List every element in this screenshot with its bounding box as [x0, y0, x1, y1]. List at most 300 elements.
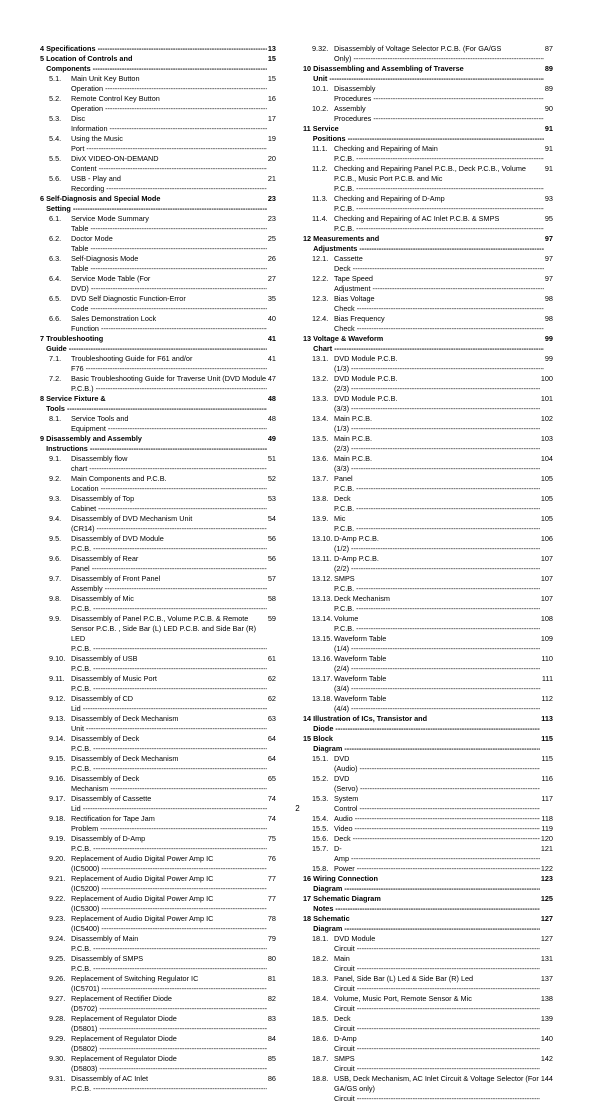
toc-entry-page: 74: [267, 794, 276, 803]
toc-subsection[interactable]: [303, 254, 553, 274]
toc-section[interactable]: [40, 394, 276, 414]
toc-entry-body: [334, 394, 540, 414]
toc-entry-number: 12.4.: [312, 314, 329, 323]
toc-entry-page: 62: [267, 674, 276, 683]
toc-subsection[interactable]: [40, 854, 276, 874]
toc-entry-title: Service Mode Table (For DVD) -----: [71, 274, 267, 294]
toc-entry-title: DVD Module P.C.B. (3/3) -----: [334, 394, 540, 414]
toc-entry-body: [71, 554, 267, 574]
toc-entry-number: 18: [303, 914, 312, 923]
toc-entry-title: Disassembly of Deck P.C.B. -----: [71, 734, 267, 754]
toc-entry-number: 10.1.: [312, 84, 329, 93]
toc-subsection[interactable]: [303, 954, 553, 974]
toc-subsection[interactable]: [303, 434, 553, 454]
toc-entry-body: [313, 64, 544, 84]
toc-entry-body: [71, 214, 267, 234]
toc-entry-number: 13.12.: [312, 574, 333, 583]
toc-entry-number: 6: [40, 194, 45, 203]
toc-entry-number: 11: [303, 124, 311, 133]
toc-entry-page: 23: [267, 194, 276, 203]
toc-entry-title: D-Amp P.C.B. (2/2) -----: [334, 554, 540, 574]
toc-entry-title: Doctor Mode Table -----: [71, 234, 267, 254]
toc-subsection[interactable]: [40, 94, 276, 114]
toc-entry-body: [334, 824, 540, 834]
toc-subsection[interactable]: [40, 594, 276, 614]
toc-entry-title: Disassembly of Cassette Lid -----: [71, 794, 267, 814]
toc-entry-body: [334, 654, 540, 674]
toc-entry-number: 9.5.: [49, 534, 62, 543]
toc-entry-number: 9.3.: [49, 494, 62, 503]
toc-entry-page: 95: [544, 214, 553, 223]
toc-entry-page: 105: [540, 474, 553, 483]
toc-entry-page: 99: [544, 334, 553, 343]
toc-entry-title: Disassembly of Deck Mechanism -----: [71, 774, 267, 794]
toc-subsection[interactable]: [303, 1074, 553, 1104]
toc-entry-body: [334, 194, 544, 214]
toc-subsection[interactable]: [303, 974, 553, 994]
toc-entry-number: 11.2.: [312, 164, 328, 173]
toc-entry-page: 120: [540, 834, 553, 843]
toc-section[interactable]: [303, 124, 553, 144]
toc-subsection[interactable]: [40, 154, 276, 174]
toc-entry-number: 9.18.: [49, 814, 66, 823]
toc-entry-page: 106: [540, 534, 553, 543]
toc-entry-number: 13.13.: [312, 594, 333, 603]
toc-entry-title: Assembly Procedures -----: [334, 104, 544, 124]
toc-entry-page: 74: [267, 814, 276, 823]
toc-entry-title: Self-Diagnosis and Special Mode Setting -----: [46, 194, 267, 214]
toc-entry-number: 13: [303, 334, 312, 343]
toc-entry-body: [71, 834, 267, 854]
toc-entry-page: 64: [267, 754, 276, 763]
toc-entry-page: 123: [540, 874, 553, 883]
toc-entry-page: 118: [541, 814, 553, 823]
toc-entry-number: 18.6.: [312, 1034, 329, 1043]
toc-entry-page: 107: [540, 554, 553, 563]
toc-subsection[interactable]: [40, 254, 276, 274]
toc-entry-body: [71, 454, 267, 474]
toc-entry-title: Disassembly of DVD Mechanism Unit (CR14) -----: [71, 514, 267, 534]
toc-subsection[interactable]: [303, 274, 553, 294]
toc-entry-number: 12.2.: [312, 274, 329, 283]
toc-entry-page: 97: [544, 234, 553, 243]
toc-subsection[interactable]: [303, 754, 553, 774]
toc-subsection[interactable]: [40, 554, 276, 574]
toc-entry-body: [334, 474, 540, 494]
toc-subsection[interactable]: [303, 814, 553, 824]
toc-entry-title: Disassembly of D-Amp P.C.B. -----: [71, 834, 267, 854]
toc-subsection[interactable]: [303, 534, 553, 554]
toc-section[interactable]: [40, 434, 276, 454]
toc-entry-number: 9.25.: [49, 954, 66, 963]
toc-entry-page: 137: [540, 974, 553, 983]
toc-section[interactable]: [303, 714, 553, 734]
toc-entry-title: Waveform Table (1/4) -----: [334, 634, 540, 654]
toc-entry-title: Measurements and Adjustments -----: [313, 234, 544, 254]
toc-column-left: [40, 44, 276, 1094]
toc-subsection[interactable]: [303, 574, 553, 594]
toc-section[interactable]: [303, 64, 553, 84]
toc-entry-body: [71, 314, 267, 334]
toc-section[interactable]: [303, 734, 553, 754]
toc-subsection[interactable]: [40, 1034, 276, 1054]
toc-subsection[interactable]: [40, 674, 276, 694]
toc-entry-body: [71, 174, 267, 194]
toc-subsection[interactable]: [303, 774, 553, 794]
toc-entry-page: 17: [267, 114, 276, 123]
toc-entry-page: 48: [267, 394, 276, 403]
toc-entry-title: Deck Mechanism P.C.B. -----: [334, 594, 540, 614]
toc-entry-number: 15.1.: [312, 754, 329, 763]
toc-entry-page: 47: [267, 374, 276, 383]
toc-entry-body: [334, 454, 540, 474]
toc-entry-body: [334, 834, 540, 844]
toc-subsection[interactable]: [303, 674, 553, 694]
toc-subsection[interactable]: [40, 574, 276, 594]
toc-entry-body: [71, 94, 267, 114]
toc-entry-body: [71, 374, 267, 394]
toc-subsection[interactable]: [303, 104, 553, 124]
toc-entry-number: 6.4.: [49, 274, 62, 283]
toc-entry-page: 97: [544, 254, 553, 263]
toc-subsection[interactable]: [40, 514, 276, 534]
toc-entry-body: [71, 474, 267, 494]
toc-entry-title: Service Mode Summary Table -----: [71, 214, 267, 234]
toc-entry-number: 12: [303, 234, 312, 243]
toc-entry-number: 14: [303, 714, 312, 723]
toc-subsection[interactable]: [40, 494, 276, 514]
toc-entry-page: 58: [267, 594, 276, 603]
toc-entry-page: 54: [267, 514, 276, 523]
toc-subsection[interactable]: [40, 174, 276, 194]
toc-section[interactable]: [303, 874, 553, 894]
toc-entry-number: 5.4.: [49, 134, 62, 143]
toc-subsection[interactable]: [303, 314, 553, 334]
toc-subsection[interactable]: [40, 754, 276, 774]
toc-entry-page: 138: [540, 994, 553, 1003]
toc-entry-body: [71, 514, 267, 534]
toc-entry-number: 8: [40, 394, 45, 403]
toc-entry-body: [46, 194, 267, 214]
toc-entry-title: Main Components and P.C.B. Location -----: [71, 474, 267, 494]
toc-entry-title: Disassembly of DVD Module P.C.B. -----: [71, 534, 267, 554]
toc-subsection[interactable]: [40, 874, 276, 894]
toc-entry-body: [334, 994, 540, 1014]
toc-entry-page: 144: [540, 1074, 553, 1083]
toc-subsection[interactable]: [303, 1034, 553, 1054]
toc-entry-title: Deck Circuit -----: [334, 1014, 540, 1034]
toc-entry-page: 15: [267, 54, 276, 63]
toc-section[interactable]: [40, 334, 276, 354]
toc-subsection[interactable]: [303, 144, 553, 164]
toc-entry-body: [334, 434, 540, 454]
toc-subsection[interactable]: [303, 394, 553, 414]
toc-entry-body: [334, 574, 540, 594]
toc-entry-number: 13.9.: [312, 514, 329, 523]
toc-entry-title: SMPS P.C.B. -----: [334, 574, 540, 594]
toc-subsection[interactable]: [40, 974, 276, 994]
toc-entry-title: Replacement of Audio Digital Power Amp IC (IC5200) -----: [71, 874, 267, 894]
toc-subsection[interactable]: [40, 1074, 276, 1094]
toc-entry-title: Illustration of ICs, Transistor and Diode -----: [313, 714, 540, 734]
toc-entry-title: Disassembly and Assembly Instructions -----: [46, 434, 267, 454]
toc-entry-page: 62: [267, 694, 276, 703]
toc-subsection[interactable]: [303, 214, 553, 234]
toc-subsection[interactable]: [40, 414, 276, 434]
toc-entry-page: 127: [540, 934, 553, 943]
toc-entry-number: 5.5.: [49, 154, 62, 163]
toc-entry-title: Checking and Repairing Panel P.C.B., Deck P.C.B., Volume P.C.B., Music Port P.C.B. and Mic P.C.B. -----: [334, 164, 544, 194]
toc-subsection[interactable]: [40, 614, 276, 654]
toc-subsection[interactable]: [303, 454, 553, 474]
toc-entry-page: 49: [267, 434, 276, 443]
toc-subsection[interactable]: [40, 914, 276, 934]
toc-entry-title: Replacement of Audio Digital Power Amp IC (IC5300) -----: [71, 894, 267, 914]
toc-subsection[interactable]: [40, 274, 276, 294]
toc-entry-body: [71, 414, 267, 434]
toc-entry-page: 15: [267, 74, 276, 83]
toc-entry-title: Schematic Diagram -----: [313, 914, 540, 934]
toc-entry-number: 9.9.: [49, 614, 62, 623]
toc-entry-page: 93: [544, 194, 553, 203]
toc-entry-body: [334, 1034, 540, 1054]
toc-entry-body: [334, 274, 544, 294]
toc-entry-title: Audio -----: [334, 814, 540, 824]
toc-subsection[interactable]: [303, 554, 553, 574]
toc-section[interactable]: [303, 234, 553, 254]
toc-entry-number: 9.32.: [312, 44, 329, 53]
toc-subsection[interactable]: [303, 864, 553, 874]
toc-entry-number: 13.17.: [312, 674, 333, 683]
toc-section[interactable]: [303, 334, 553, 354]
toc-entry-body: [71, 274, 267, 294]
toc-entry-number: 15: [303, 734, 312, 743]
toc-subsection[interactable]: [40, 314, 276, 334]
toc-entry-title: Block Diagram -----: [313, 734, 540, 754]
toc-entry-number: 9.11.: [49, 674, 65, 683]
toc-subsection[interactable]: [303, 994, 553, 1014]
toc-subsection[interactable]: [303, 474, 553, 494]
toc-entry-body: [334, 84, 544, 104]
toc-section[interactable]: [40, 44, 276, 54]
toc-subsection[interactable]: [40, 474, 276, 494]
toc-entry-page: 56: [267, 554, 276, 563]
toc-subsection[interactable]: [303, 594, 553, 614]
toc-subsection[interactable]: [40, 354, 276, 374]
toc-subsection[interactable]: [40, 894, 276, 914]
toc-entry-title: Specifications -----: [46, 44, 267, 54]
toc-entry-title: Replacement of Regulator Diode (D5802) -----: [71, 1034, 267, 1054]
toc-subsection[interactable]: [40, 654, 276, 674]
toc-entry-body: [334, 954, 540, 974]
toc-entry-body: [71, 874, 267, 894]
toc-subsection[interactable]: [303, 354, 553, 374]
toc-entry-page: 91: [544, 124, 553, 133]
toc-entry-body: [71, 914, 267, 934]
toc-entry-number: 9.23.: [49, 914, 66, 923]
toc-entry-title: Disassembling and Assembling of Traverse Unit -----: [313, 64, 544, 84]
toc-entry-page: 89: [544, 64, 553, 73]
toc-entry-number: 9.26.: [49, 974, 66, 983]
toc-subsection[interactable]: [40, 954, 276, 974]
toc-entry-body: [334, 554, 540, 574]
toc-subsection[interactable]: [40, 1054, 276, 1074]
toc-subsection[interactable]: [40, 234, 276, 254]
toc-subsection[interactable]: [303, 494, 553, 514]
toc-entry-page: 139: [540, 1014, 553, 1023]
toc-entry-page: 119: [541, 824, 553, 833]
toc-subsection[interactable]: [40, 294, 276, 314]
toc-subsection[interactable]: [40, 694, 276, 714]
toc-subsection[interactable]: [40, 714, 276, 734]
toc-entry-number: 9.6.: [49, 554, 62, 563]
toc-subsection[interactable]: [303, 514, 553, 534]
toc-entry-page: 84: [267, 1034, 276, 1043]
toc-section[interactable]: [40, 54, 276, 74]
toc-section[interactable]: [40, 194, 276, 214]
toc-entry-page: 48: [267, 414, 276, 423]
toc-subsection[interactable]: [40, 1014, 276, 1034]
toc-entry-number: 16: [303, 874, 312, 883]
toc-subsection[interactable]: [303, 824, 553, 834]
toc-entry-number: 9.2.: [49, 474, 62, 483]
toc-entry-title: Power -----: [334, 864, 540, 874]
toc-entry-title: Disc Information -----: [71, 114, 267, 134]
toc-entry-page: 57: [267, 574, 276, 583]
toc-entry-number: 9.13.: [49, 714, 66, 723]
toc-subsection[interactable]: [40, 934, 276, 954]
toc-subsection[interactable]: [303, 44, 553, 64]
toc-entry-title: Service Positions -----: [313, 124, 544, 144]
toc-entry-title: D-Amp Circuit -----: [334, 1034, 540, 1054]
toc-entry-number: 13.1.: [312, 354, 329, 363]
toc-entry-body: [71, 574, 267, 594]
toc-subsection[interactable]: [40, 454, 276, 474]
toc-subsection[interactable]: [40, 734, 276, 754]
toc-entry-page: 82: [267, 994, 276, 1003]
toc-subsection[interactable]: [303, 1014, 553, 1034]
toc-entry-body: [334, 594, 540, 614]
toc-entry-page: 110: [541, 654, 553, 663]
toc-entry-title: System Control -----: [334, 794, 540, 814]
toc-entry-page: 40: [267, 314, 276, 323]
toc-entry-page: 131: [540, 954, 553, 963]
toc-entry-number: 11.4.: [312, 214, 328, 223]
toc-entry-number: 12.1.: [312, 254, 329, 263]
toc-entry-title: Waveform Table (3/4) -----: [334, 674, 541, 694]
toc-entry-page: 109: [540, 634, 553, 643]
toc-subsection[interactable]: [40, 534, 276, 554]
toc-subsection[interactable]: [303, 634, 553, 654]
toc-entry-body: [334, 774, 540, 794]
toc-entry-number: 9.17.: [49, 794, 66, 803]
toc-entry-number: 9.21.: [49, 874, 66, 883]
toc-subsection[interactable]: [303, 374, 553, 394]
toc-entry-body: [71, 154, 267, 174]
toc-subsection[interactable]: [303, 654, 553, 674]
toc-entry-page: 27: [267, 274, 276, 283]
toc-entry-title: USB - Play and Recording -----: [71, 174, 267, 194]
toc-entry-number: 13.16.: [312, 654, 333, 663]
toc-entry-page: 20: [267, 154, 276, 163]
toc-entry-title: Disassembly flow chart -----: [71, 454, 267, 474]
toc-subsection[interactable]: [40, 374, 276, 394]
toc-entry-number: 10: [303, 64, 312, 73]
toc-entry-page: 79: [267, 934, 276, 943]
toc-subsection[interactable]: [303, 164, 553, 194]
toc-subsection[interactable]: [40, 834, 276, 854]
toc-entry-page: 116: [541, 774, 553, 783]
toc-entry-body: [334, 614, 540, 634]
toc-subsection[interactable]: [40, 214, 276, 234]
toc-section[interactable]: [303, 894, 553, 914]
toc-entry-page: 89: [544, 84, 553, 93]
toc-subsection[interactable]: [303, 844, 553, 864]
toc-entry-page: 115: [541, 734, 553, 743]
toc-subsection[interactable]: [40, 994, 276, 1014]
toc-entry-page: 98: [544, 314, 553, 323]
toc-entry-number: 13.3.: [312, 394, 329, 403]
toc-entry-number: 5.1.: [49, 74, 62, 83]
toc-subsection[interactable]: [303, 614, 553, 634]
toc-entry-body: [334, 1014, 540, 1034]
toc-subsection[interactable]: [40, 814, 276, 834]
toc-entry-body: [313, 334, 544, 354]
toc-subsection[interactable]: [303, 834, 553, 844]
toc-entry-number: 13.15.: [312, 634, 333, 643]
toc-section[interactable]: [303, 914, 553, 934]
toc-subsection[interactable]: [40, 74, 276, 94]
toc-entry-page: 112: [541, 694, 553, 703]
toc-subsection[interactable]: [303, 294, 553, 314]
toc-entry-body: [71, 674, 267, 694]
toc-entry-number: 18.1.: [312, 934, 329, 943]
toc-entry-title: Main P.C.B. (1/3) -----: [334, 414, 540, 434]
toc-entry-title: DVD (Servo) -----: [334, 774, 540, 794]
toc-entry-page: 64: [267, 734, 276, 743]
toc-entry-number: 7: [40, 334, 45, 343]
toc-subsection[interactable]: [303, 414, 553, 434]
toc-subsection[interactable]: [303, 84, 553, 104]
toc-subsection[interactable]: [40, 134, 276, 154]
toc-entry-title: Sales Demonstration Lock Function -----: [71, 314, 267, 334]
toc-entry-number: 13.7.: [312, 474, 329, 483]
toc-entry-body: [334, 354, 544, 374]
toc-entry-page: 99: [544, 354, 553, 363]
toc-subsection[interactable]: [40, 774, 276, 794]
toc-entry-number: 9.15.: [49, 754, 66, 763]
toc-entry-body: [334, 974, 540, 994]
toc-entry-page: 98: [544, 294, 553, 303]
toc-entry-body: [334, 694, 540, 714]
toc-entry-number: 17: [303, 894, 312, 903]
toc-entry-body: [71, 754, 267, 774]
toc-subsection[interactable]: [303, 194, 553, 214]
toc-entry-page: 111: [541, 674, 553, 683]
toc-entry-title: Disassembly of Front Panel Assembly -----: [71, 574, 267, 594]
toc-entry-title: Bias Frequency Check -----: [334, 314, 544, 334]
toc-entry-page: 127: [540, 914, 553, 923]
toc-subsection[interactable]: [303, 1054, 553, 1074]
toc-subsection[interactable]: [303, 694, 553, 714]
toc-entry-number: 18.5.: [312, 1014, 329, 1023]
toc-entry-title: Mic P.C.B. -----: [334, 514, 540, 534]
toc-entry-page: 41: [267, 354, 276, 363]
toc-subsection[interactable]: [40, 114, 276, 134]
toc-entry-number: 9.4.: [49, 514, 62, 523]
toc-subsection[interactable]: [303, 934, 553, 954]
toc-entry-page: 107: [540, 574, 553, 583]
